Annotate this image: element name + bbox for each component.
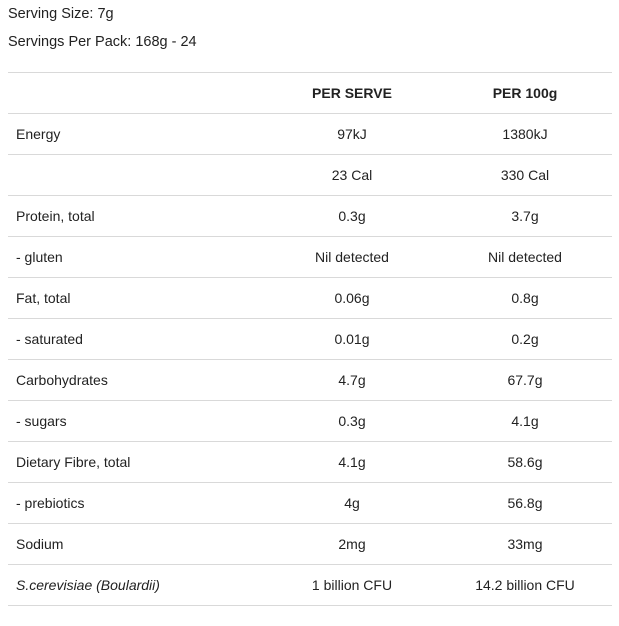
serving-size-text: Serving Size: 7g — [8, 6, 114, 22]
table-row — [8, 401, 612, 442]
row-label: - prebiotics — [8, 483, 266, 524]
row-label — [8, 155, 266, 196]
row-per-serve: Nil detected — [266, 237, 438, 278]
row-per-100g: 1380kJ — [438, 114, 612, 155]
row-label: - saturated — [8, 319, 266, 360]
row-per-serve: 0.01g — [266, 319, 438, 360]
table-row — [8, 360, 612, 401]
row-per-100g: 4.1g — [438, 401, 612, 442]
table-row — [8, 483, 612, 524]
row-per-100g: 67.7g — [438, 360, 612, 401]
row-per-serve: 2mg — [266, 524, 438, 565]
table-row — [8, 237, 612, 278]
row-label: Carbohydrates — [8, 360, 266, 401]
row-per-serve: 0.3g — [266, 196, 438, 237]
row-label: Sodium — [8, 524, 266, 565]
servings-per-pack-text: Servings Per Pack: 168g - 24 — [8, 34, 197, 50]
row-per-serve: 0.06g — [266, 278, 438, 319]
table-row — [8, 155, 612, 196]
row-per-serve: 1 billion CFU — [266, 565, 438, 606]
row-per-serve: 0.3g — [266, 401, 438, 442]
table-row — [8, 524, 612, 565]
row-per-100g: 330 Cal — [438, 155, 612, 196]
row-label: Dietary Fibre, total — [8, 442, 266, 483]
row-label: - sugars — [8, 401, 266, 442]
row-per-100g: 3.7g — [438, 196, 612, 237]
table-row — [8, 114, 612, 155]
row-per-100g: 58.6g — [438, 442, 612, 483]
row-per-100g: 33mg — [438, 524, 612, 565]
row-per-100g: 56.8g — [438, 483, 612, 524]
row-label: Protein, total — [8, 196, 266, 237]
nutrition-table — [8, 72, 612, 606]
row-per-serve: 4.1g — [266, 442, 438, 483]
header-per-serve: PER SERVE — [266, 73, 438, 114]
table-row — [8, 319, 612, 360]
row-per-serve: 23 Cal — [266, 155, 438, 196]
row-label: Energy — [8, 114, 266, 155]
row-label: Fat, total — [8, 278, 266, 319]
row-label: S.cerevisiae (Boulardii) — [8, 565, 266, 606]
table-row — [8, 278, 612, 319]
table-row — [8, 196, 612, 237]
row-per-serve: 4g — [266, 483, 438, 524]
table-header-row — [8, 73, 612, 114]
row-per-serve: 4.7g — [266, 360, 438, 401]
row-per-100g: 0.2g — [438, 319, 612, 360]
row-per-100g: Nil detected — [438, 237, 612, 278]
header-per-100g: PER 100g — [438, 73, 612, 114]
header-label — [8, 73, 266, 114]
table-row — [8, 565, 612, 606]
row-label: - gluten — [8, 237, 266, 278]
row-per-100g: 0.8g — [438, 278, 612, 319]
table-row — [8, 442, 612, 483]
row-per-serve: 97kJ — [266, 114, 438, 155]
row-per-100g: 14.2 billion CFU — [438, 565, 612, 606]
